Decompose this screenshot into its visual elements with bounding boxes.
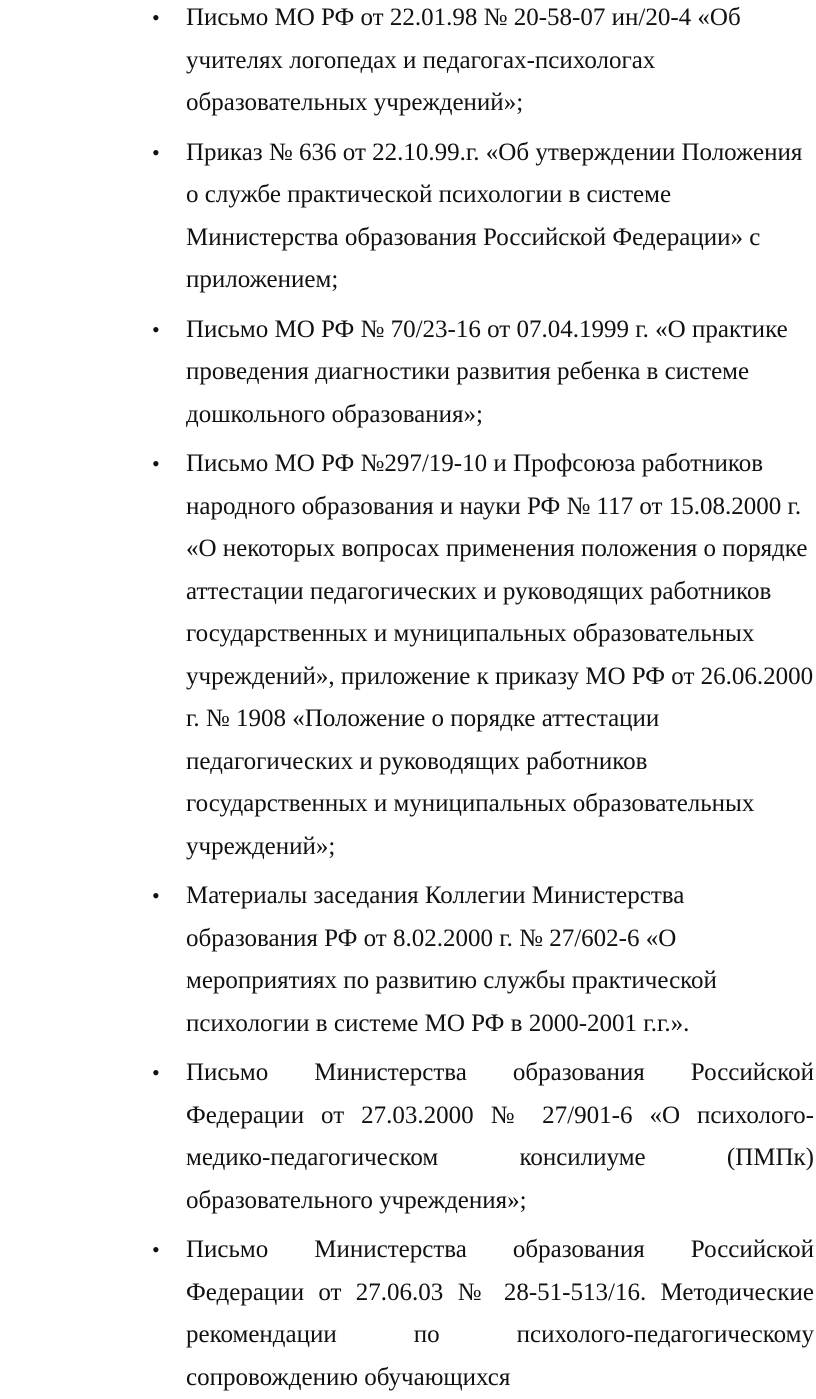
bullet-icon: •	[152, 316, 160, 342]
bullet-icon: •	[152, 883, 160, 908]
bullet-icon: •	[152, 451, 160, 476]
list-item	[152, 309, 814, 437]
list-item	[152, 443, 814, 868]
list-item-text: Письмо МО РФ №297/19-10 и Профсоюза работников народного образования и науки РФ № 117 от 15.08.2000 г. «О некоторых вопросах применения положения о порядке аттестации педагогических и руководящих работников государственных и муниципальных образовательных учреждений», приложение к приказу МО РФ от 26.06.2000 г. № 1908 «Положение о порядке аттестации педагогических и руководящих работников государственных и муниципальных образовательных учреждений»;	[186, 450, 814, 860]
list-item	[152, 875, 814, 1045]
bullet-icon: •	[152, 139, 160, 165]
list-item	[152, 0, 814, 125]
list-item-text: Приказ № 636 от 22.10.99.г. «Об утверждении Положения о службе практической психологии в системе Министерства образования Российской Федерации» с приложением;	[186, 138, 803, 293]
list-item	[152, 1052, 814, 1222]
bullet-icon: •	[152, 5, 160, 30]
list-item-text: Письмо Министерства образования Российской Федерации от 27.06.03 № 28-51-513/16. Методические рекомендации по психолого-педагогическому сопровождению обучающихся	[186, 1236, 814, 1391]
list-item-text: Письмо МО РФ от 22.01.98 № 20-58-07 ин/20-4 «Об учителях логопедах и педагогах-психологах образовательных учреждений»;	[186, 4, 741, 116]
bullet-icon: •	[152, 1060, 160, 1085]
list-item-text: Материалы заседания Коллегии Министерства образования РФ от 8.02.2000 г. № 27/602-6 «О мероприятиях по развитию службы практической психологии в системе МО РФ в 2000-2001 г.г.».	[186, 882, 717, 1037]
list-item-text: Письмо МО РФ № 70/23-16 от 07.04.1999 г. «О практике проведения диагностики развития ребенка в системе дошкольного образования»;	[186, 315, 788, 428]
list-item	[152, 132, 814, 302]
list-item-text: Письмо Министерства образования Российской Федерации от 27.03.2000 № 27/901-6 «О психолого-медико-педагогическом консилиуме (ПМПк) образовательного учреждения»;	[186, 1059, 814, 1214]
regulations-list	[152, 0, 814, 1399]
list-item	[152, 1229, 814, 1399]
bullet-icon: •	[152, 1237, 160, 1262]
